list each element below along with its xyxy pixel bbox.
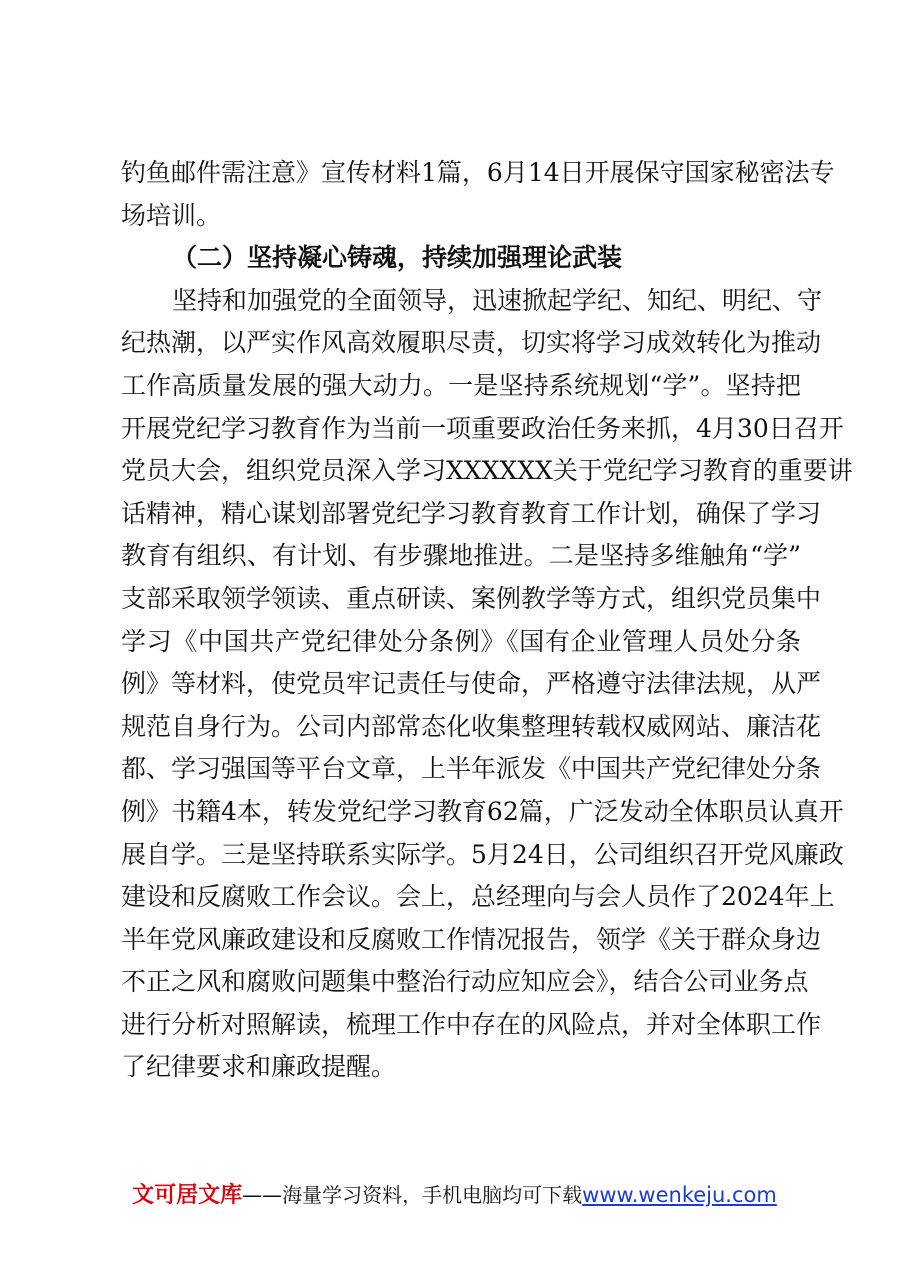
paragraph-line: 教育有组织、有计划、有步骤地推进。二是坚持多维触角“学” xyxy=(121,541,801,571)
paragraph-line: 场培训。 xyxy=(121,200,222,230)
paragraph-line: 钓鱼邮件需注意》宣传材料1篇，6月14日开展保守国家秘密法专 xyxy=(121,158,835,187)
paragraph-line: 建设和反腐败工作会议。会上，总经理向与会人员作了2024年上 xyxy=(121,882,835,912)
footer-brand: 文可居文库 xyxy=(132,1183,243,1208)
paragraph-line: 不正之风和腐败问题集中整治行动应知应会》，结合公司业务点 xyxy=(121,967,809,997)
paragraph-line: 了纪律要求和廉政提醒。 xyxy=(121,1052,397,1082)
paragraph-line: 进行分析对照解读，梳理工作中存在的风险点，并对全体职工作 xyxy=(121,1009,822,1039)
document-body xyxy=(121,152,853,1089)
paragraph-line: 坚持和加强党的全面领导，迅速掀起学纪、知纪、明纪、守 xyxy=(172,285,823,315)
paragraph-line: 例》等材料，使党员牢记责任与使命，严格遵守法律法规，从严 xyxy=(121,669,822,699)
paragraph-line: 工作高质量发展的强大动力。一是坚持系统规划“学”。坚持把 xyxy=(121,370,801,400)
footer-slogan: ——海量学习资料，手机电脑均可下载 xyxy=(242,1183,583,1207)
paragraph-line: 党员大会，组织党员深入学习XXXXXX关于党纪学习教育的重要讲 xyxy=(121,456,853,486)
paragraph-line: 支部采取领学领读、重点研读、案例教学等方式，组织党员集中 xyxy=(121,583,822,613)
paragraph-line: 展自学。三是坚持联系实际学。5月24日，公司组织召开党风廉政 xyxy=(121,839,844,869)
section-heading: （二）坚持凝心铸魂，持续加强理论武装 xyxy=(172,243,623,273)
paragraph-line: 话精神，精心谋划部署党纪学习教育教育工作计划，确保了学习 xyxy=(121,498,822,528)
paragraph-line: 都、学习强国等平台文章，上半年派发《中国共产党纪律处分条 xyxy=(121,754,822,784)
paragraph-line: 例》书籍4本，转发党纪学习教育62篇，广泛发动全体职员认真开 xyxy=(121,796,844,826)
footer-banner xyxy=(0,1180,909,1211)
paragraph-line: 规范自身行为。公司内部常态化收集整理转载权威网站、廉洁花 xyxy=(121,711,822,741)
paragraph-line: 半年党风廉政建设和反腐败工作情况报告，领学《关于群众身边 xyxy=(121,924,822,954)
paragraph-line: 开展党纪学习教育作为当前一项重要政治任务来抓，4月30日召开 xyxy=(121,413,844,443)
footer-url-link[interactable]: www.wenkeju.com xyxy=(582,1183,777,1207)
paragraph-line: 纪热潮，以严实作风高效履职尽责，切实将学习成效转化为推动 xyxy=(121,328,822,358)
paragraph-line: 学习《中国共产党纪律处分条例》《国有企业管理人员处分条 xyxy=(121,626,801,656)
